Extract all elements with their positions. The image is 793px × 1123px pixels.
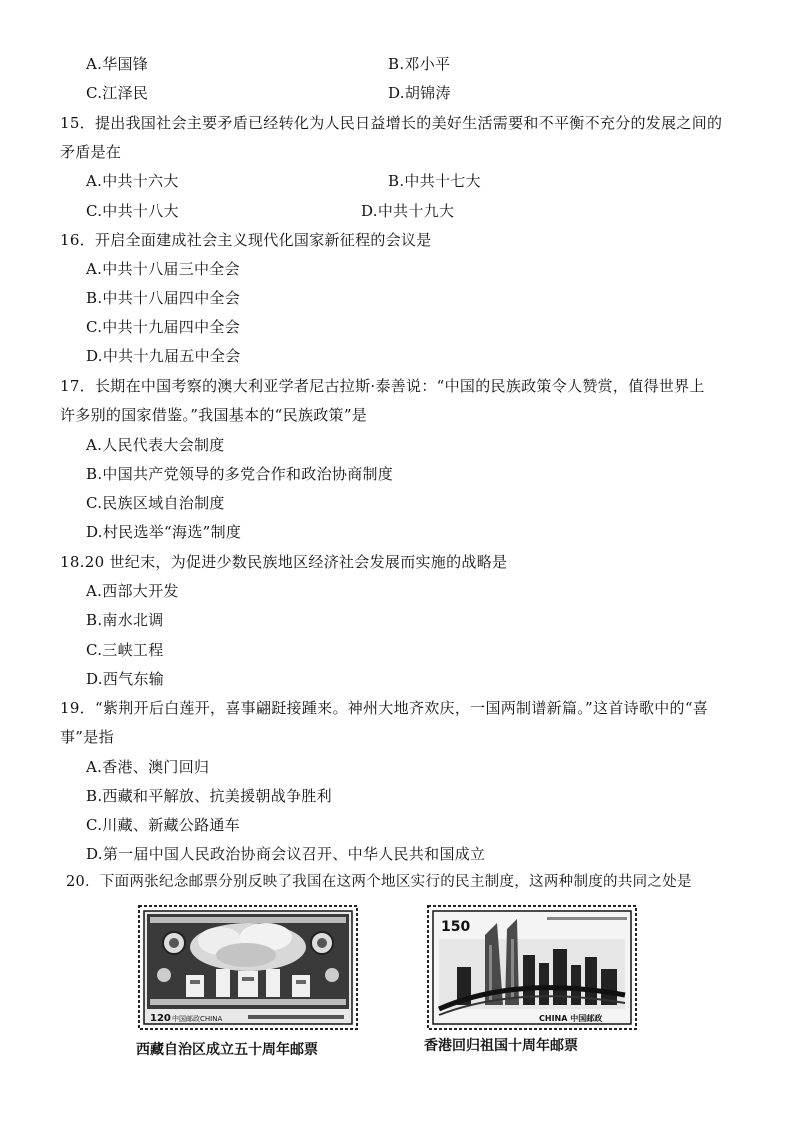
q17-option-c: C.民族区域自治制度	[86, 494, 225, 512]
q18-option-d: D.西气东输	[86, 670, 165, 688]
stamp-tibet-caption: 西藏自治区成立五十周年邮票	[136, 1042, 318, 1058]
stamp-hongkong-issuer: CHINA 中国邮政	[539, 1014, 603, 1023]
q16-option-b: B.中共十八届四中全会	[86, 289, 241, 307]
q16-option-c: C.中共十九届四中全会	[86, 318, 241, 336]
q16-option-a: A.中共十八届三中全会	[86, 260, 240, 278]
q16-option-d: D.中共十九届五中全会	[86, 347, 241, 365]
q19-option-a: A.香港、澳门回归	[86, 758, 210, 776]
stamp-tibet-issuer: 中国邮政CHINA	[172, 1015, 223, 1023]
q18-option-b: B.南水北调	[86, 611, 164, 629]
q17-option-b: B.中国共产党领导的多党合作和政治协商制度	[86, 465, 394, 483]
stamp-hongkong	[427, 905, 637, 1030]
q17-option-a: A.人民代表大会制度	[86, 436, 225, 454]
q19-option-d: D.第一届中国人民政治协商会议召开、中华人民共和国成立	[86, 845, 486, 863]
q14-option-d: D.胡锦涛	[388, 84, 451, 102]
q17-stem-line2: 许多别的国家借鉴。”我国基本的“民族政策”是	[60, 406, 368, 424]
q19-option-b: B.西藏和平解放、抗美援朝战争胜利	[86, 787, 332, 805]
q18-option-a: A.西部大开发	[86, 582, 179, 600]
q14-option-c: C.江泽民	[86, 84, 149, 102]
stamp-tibet-denomination: 120	[150, 1013, 171, 1024]
q15-option-b: B.中共十七大	[388, 172, 481, 190]
q17-stem-line1: 17．长期在中国考察的澳大利亚学者尼古拉斯·泰善说：“中国的民族政策令人赞赏，值得世界上	[60, 377, 705, 395]
q15-stem-line2: 矛盾是在	[60, 143, 122, 161]
q15-option-d: D.中共十九大	[361, 202, 455, 220]
q18-stem: 18.20 世纪末，为促进少数民族地区经济社会发展而实施的战略是	[60, 553, 508, 571]
q20-stem: 20．下面两张纪念邮票分别反映了我国在这两个地区实行的民主制度，这两种制度的共同之处是	[66, 874, 692, 890]
stamp-hongkong-image	[427, 905, 637, 1030]
q19-stem-line2: 事”是指	[60, 728, 114, 746]
stamp-tibet-image	[138, 905, 358, 1030]
q18-option-c: C.三峡工程	[86, 641, 164, 659]
q15-option-c: C.中共十八大	[86, 202, 179, 220]
q19-stem-line1: 19．“紫荆开后白莲开，喜事翩跹接踵来。神州大地齐欢庆，一国两制谱新篇。”这首诗歌中的“喜	[60, 699, 709, 717]
q17-option-d: D.村民选举“海选”制度	[86, 523, 242, 541]
q19-option-c: C.川藏、新藏公路通车	[86, 816, 241, 834]
q15-option-a: A.中共十六大	[86, 172, 179, 190]
q14-option-a: A.华国锋	[86, 55, 149, 73]
q15-stem-line1: 15．提出我国社会主要矛盾已经转化为人民日益增长的美好生活需要和不平衡不充分的发展之间的	[60, 114, 723, 132]
stamp-hongkong-caption: 香港回归祖国十周年邮票	[424, 1038, 578, 1054]
q16-stem: 16．开启全面建成社会主义现代化国家新征程的会议是	[60, 231, 432, 249]
stamp-hongkong-denomination: 150	[441, 919, 471, 935]
stamp-tibet	[138, 905, 358, 1030]
q14-option-b: B.邓小平	[388, 55, 451, 73]
